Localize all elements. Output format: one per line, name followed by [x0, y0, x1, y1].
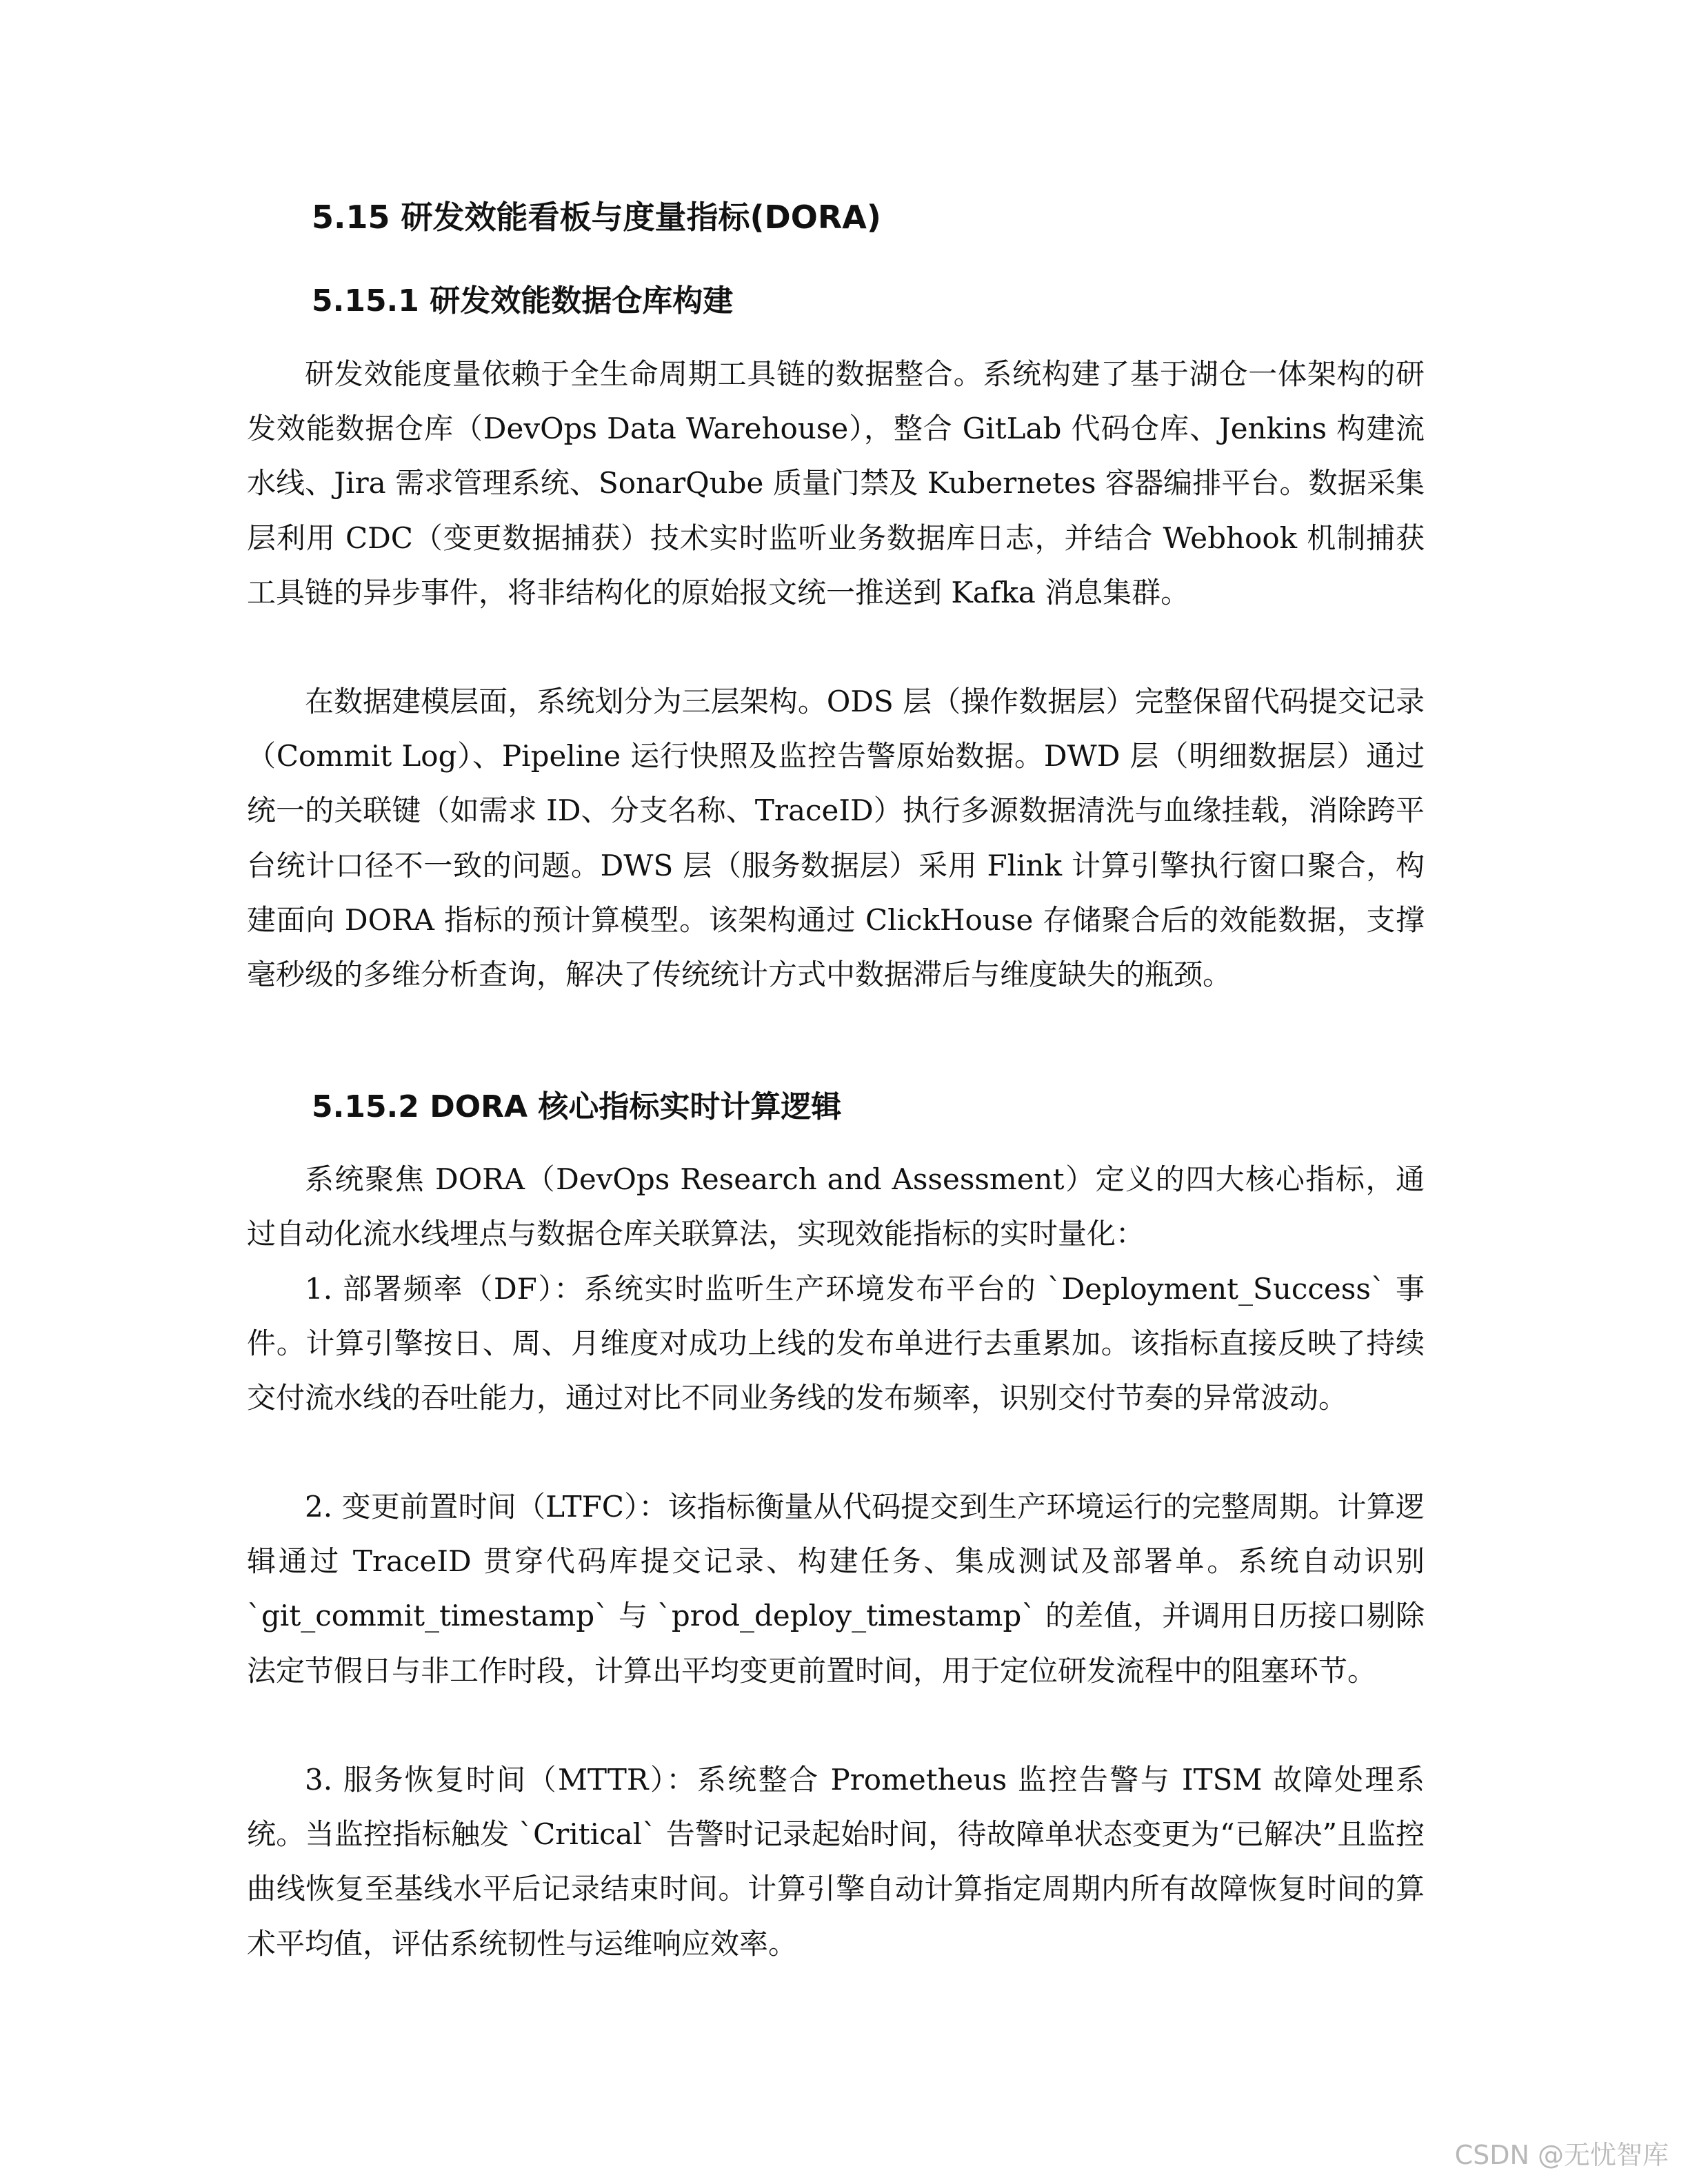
paragraph-dora-intro: 系统聚焦 DORA（DevOps Research and Assessment）定义的四大核心指标，通过自动化流水线埋点与数据仓库关联算法，实现效能指标的实时量化： [247, 1162, 1425, 1251]
csdn-watermark: CSDN @无忧智库 [1454, 2140, 1669, 2170]
section-title: 5.15 研发效能看板与度量指标(DORA) [312, 199, 881, 236]
paragraph-lead-time-for-changes: 2. 变更前置时间（LTFC）：该指标衡量从代码提交到生产环境运行的完整周期。计算逻辑通过 TraceID 贯穿代码库提交记录、构建任务、集成测试及部署单。系统自动识别 `git_commit_timestamp` 与 `prod_deploy_timestamp` 的差值，并调用日历接口剔除法定节假日与非工作时段，计算出平均变更前置时间，用于定位研发流程中的阻塞环节。 [247, 1490, 1425, 1688]
subsection-title-5-15-2: 5.15.2 DORA 核心指标实时计算逻辑 [312, 1089, 842, 1124]
paragraph-data-warehouse-intro: 研发效能度量依赖于全生命周期工具链的数据整合。系统构建了基于湖仓一体架构的研发效能数据仓库（DevOps Data Warehouse），整合 GitLab 代码仓库、Jenkins 构建流水线、Jira 需求管理系统、SonarQube 质量门禁及 Kubernetes 容器编排平台。数据采集层利用 CDC（变更数据捕获）技术实时监听业务数据库日志，并结合 Webhook 机制捕获工具链的异步事件，将非结构化的原始报文统一推送到 Kafka 消息集群。 [247, 357, 1425, 609]
subsection-title-5-15-1: 5.15.1 研发效能数据仓库构建 [312, 283, 734, 318]
paragraph-deployment-frequency: 1. 部署频率（DF）：系统实时监听生产环境发布平台的 `Deployment_Success` 事件。计算引擎按日、周、月维度对成功上线的发布单进行去重累加。该指标直接反映了持续交付流水线的吞吐能力，通过对比不同业务线的发布频率，识别交付节奏的异常波动。 [247, 1272, 1425, 1415]
paragraph-data-modeling: 在数据建模层面，系统划分为三层架构。ODS 层（操作数据层）完整保留代码提交记录（Commit Log）、Pipeline 运行快照及监控告警原始数据。DWD 层（明细数据层）通过统一的关联键（如需求 ID、分支名称、TraceID）执行多源数据清洗与血缘挂载，消除跨平台统计口径不一致的问题。DWS 层（服务数据层）采用 Flink 计算引擎执行窗口聚合，构建面向 DORA 指标的预计算模型。该架构通过 ClickHouse 存储聚合后的效能数据，支撑毫秒级的多维分析查询，解决了传统统计方式中数据滞后与维度缺失的瓶颈。 [247, 685, 1425, 992]
paragraph-mttr: 3. 服务恢复时间（MTTR）：系统整合 Prometheus 监控告警与 ITSM 故障处理系统。当监控指标触发 `Critical` 告警时记录起始时间，待故障单状态变更为“已解决”且监控曲线恢复至基线水平后记录结束时间。计算引擎自动计算指定周期内所有故障恢复时间的算术平均值，评估系统韧性与运维响应效率。 [247, 1763, 1425, 1961]
